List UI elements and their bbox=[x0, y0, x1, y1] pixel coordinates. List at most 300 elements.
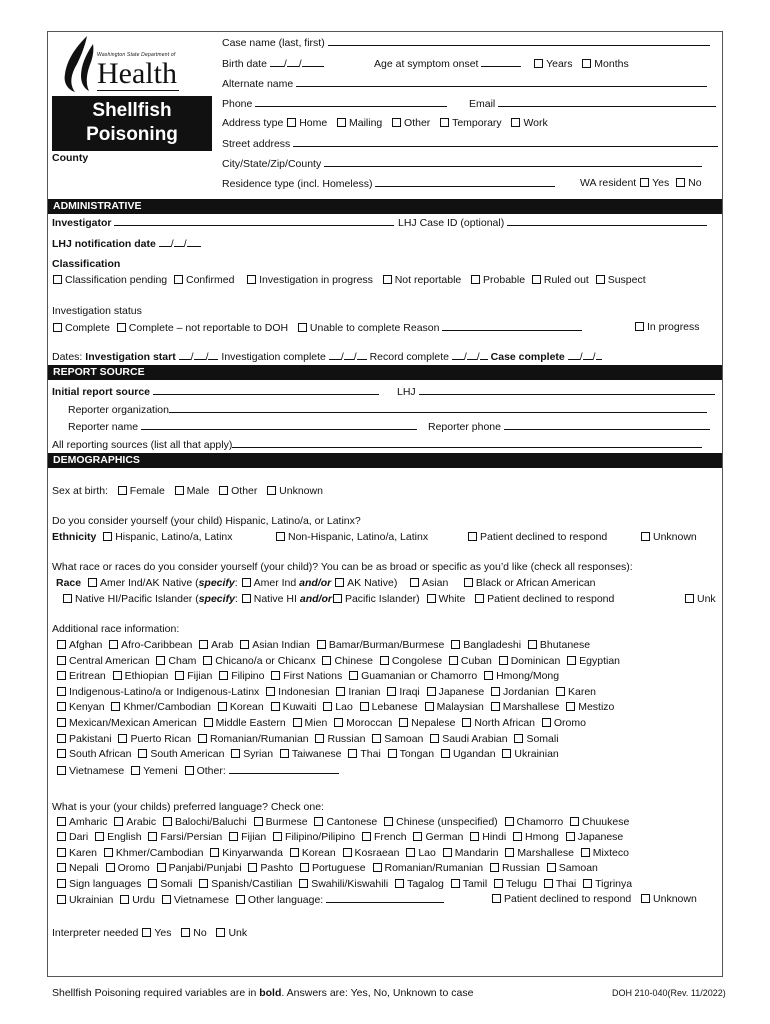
option-label: Chicano/a or Chicanx bbox=[215, 654, 316, 667]
sex-female-checkbox[interactable] bbox=[118, 486, 127, 495]
option-checkbox[interactable] bbox=[462, 718, 471, 727]
wa-resident-label: WA resident bbox=[580, 177, 637, 189]
option-label: Other language: bbox=[247, 894, 324, 906]
email-label: Email bbox=[469, 98, 496, 110]
eth-unknown-checkbox[interactable] bbox=[641, 532, 650, 541]
lhj-case-id-label: LHJ Case ID (optional) bbox=[398, 217, 505, 229]
option-label: Asian Indian bbox=[252, 639, 310, 651]
option-checkbox[interactable] bbox=[449, 656, 458, 665]
option-checkbox[interactable] bbox=[273, 832, 282, 841]
lang-declined-label: Patient declined to respond bbox=[504, 893, 632, 905]
phone-line[interactable] bbox=[255, 96, 447, 107]
notif-day-line[interactable] bbox=[174, 236, 184, 247]
option-checkbox[interactable] bbox=[380, 656, 389, 665]
investigator-line[interactable] bbox=[114, 215, 394, 226]
date-sep: / bbox=[592, 351, 596, 363]
addr-work-label: Work bbox=[523, 117, 548, 129]
street-line[interactable] bbox=[293, 136, 718, 147]
race-unk-label: Unk bbox=[697, 593, 716, 605]
option-checkbox[interactable] bbox=[111, 702, 120, 711]
addr-home-checkbox[interactable] bbox=[287, 118, 296, 127]
option-checkbox[interactable] bbox=[57, 687, 66, 696]
option-label: Egyptian bbox=[579, 654, 621, 667]
record-complete-month[interactable] bbox=[452, 349, 464, 360]
option-label: Iraqi bbox=[399, 685, 420, 698]
all-sources-field[interactable] bbox=[52, 437, 702, 452]
option-checkbox[interactable] bbox=[384, 817, 393, 826]
option-checkbox[interactable] bbox=[106, 863, 115, 872]
option-checkbox[interactable] bbox=[57, 718, 66, 727]
unable-reason-line[interactable] bbox=[442, 320, 582, 331]
option-checkbox[interactable] bbox=[204, 718, 213, 727]
option-checkbox[interactable] bbox=[280, 749, 289, 758]
option-checkbox[interactable] bbox=[271, 702, 280, 711]
option-checkbox[interactable] bbox=[266, 687, 275, 696]
footer-bold: bold bbox=[259, 987, 282, 999]
option-label: Tagalog bbox=[407, 877, 444, 890]
option-label: South African bbox=[69, 748, 132, 761]
option-checkbox[interactable] bbox=[395, 879, 404, 888]
option-checkbox[interactable] bbox=[120, 895, 129, 904]
option-checkbox[interactable] bbox=[322, 656, 331, 665]
option-checkbox[interactable] bbox=[156, 656, 165, 665]
option-label: Hmong bbox=[525, 831, 559, 844]
option-checkbox[interactable] bbox=[57, 640, 66, 649]
option-checkbox[interactable] bbox=[57, 671, 66, 680]
case-complete-month[interactable] bbox=[568, 349, 580, 360]
option-checkbox[interactable] bbox=[451, 640, 460, 649]
option-checkbox[interactable] bbox=[387, 687, 396, 696]
option-checkbox[interactable] bbox=[271, 671, 280, 680]
option-checkbox[interactable] bbox=[336, 687, 345, 696]
option-checkbox[interactable] bbox=[254, 817, 263, 826]
class-probable-checkbox[interactable] bbox=[471, 275, 480, 284]
sex-option-label: Male bbox=[186, 485, 210, 497]
interp-no-checkbox[interactable] bbox=[181, 928, 190, 937]
section-report-source: REPORT SOURCE bbox=[48, 365, 722, 380]
birth-day-line[interactable] bbox=[287, 56, 299, 67]
option-checkbox[interactable] bbox=[199, 640, 208, 649]
option-checkbox[interactable] bbox=[348, 749, 357, 758]
option-checkbox[interactable] bbox=[300, 863, 309, 872]
interp-option-label: Yes bbox=[154, 927, 172, 939]
option-checkbox[interactable] bbox=[57, 879, 66, 888]
wa-yes-checkbox[interactable] bbox=[640, 178, 649, 187]
status-unable-checkbox[interactable] bbox=[298, 323, 307, 332]
case-name-line[interactable] bbox=[328, 35, 710, 46]
option-checkbox[interactable] bbox=[349, 671, 358, 680]
other-line[interactable] bbox=[229, 763, 339, 774]
option-label: Bangladeshi bbox=[463, 639, 522, 651]
city-line[interactable] bbox=[324, 156, 702, 167]
option-checkbox[interactable] bbox=[57, 817, 66, 826]
age-onset-label: Age at symptom onset bbox=[374, 58, 479, 70]
option-checkbox[interactable] bbox=[362, 832, 371, 841]
option-label: Arabic bbox=[126, 816, 157, 828]
dates-row bbox=[52, 349, 602, 364]
andor-label: and/or bbox=[299, 577, 332, 589]
option-checkbox[interactable] bbox=[198, 734, 207, 743]
option-label: Mexican/Mexican American bbox=[69, 717, 197, 729]
street-label: Street address bbox=[222, 138, 291, 150]
lang-declined-checkbox[interactable] bbox=[492, 894, 501, 903]
option-checkbox[interactable] bbox=[491, 702, 500, 711]
status-complete-checkbox[interactable] bbox=[53, 323, 62, 332]
notif-month-line[interactable] bbox=[159, 236, 171, 247]
option-label: Bamar/Burman/Burmese bbox=[328, 639, 445, 651]
all-sources-line[interactable] bbox=[232, 437, 702, 448]
add-race-row bbox=[56, 716, 586, 730]
option-checkbox[interactable] bbox=[185, 766, 194, 775]
race-amer-ind-checkbox[interactable] bbox=[88, 578, 97, 587]
option-checkbox[interactable] bbox=[148, 879, 157, 888]
option-label: Nepalese bbox=[411, 717, 456, 729]
option-checkbox[interactable] bbox=[240, 640, 249, 649]
option-label: Ukrainian bbox=[69, 894, 114, 906]
record-complete-year[interactable] bbox=[480, 349, 488, 360]
option-checkbox[interactable] bbox=[399, 718, 408, 727]
colon: : bbox=[234, 593, 238, 605]
option-checkbox[interactable] bbox=[299, 879, 308, 888]
option-label: Syrian bbox=[243, 748, 274, 761]
reporter-phone-field[interactable] bbox=[428, 419, 710, 434]
eth-hispanic-checkbox[interactable] bbox=[103, 532, 112, 541]
option-checkbox[interactable] bbox=[581, 848, 590, 857]
inv-complete-day[interactable] bbox=[344, 349, 354, 360]
option-label: Mixteco bbox=[592, 846, 629, 859]
option-checkbox[interactable] bbox=[441, 749, 450, 758]
option-checkbox[interactable] bbox=[138, 749, 147, 758]
months-checkbox[interactable] bbox=[582, 59, 591, 68]
option-checkbox[interactable] bbox=[528, 640, 537, 649]
option-label: Vietnamese bbox=[69, 764, 125, 777]
date-sep: / bbox=[340, 351, 344, 363]
class-suspect-checkbox[interactable] bbox=[596, 275, 605, 284]
lang-list-row bbox=[56, 815, 629, 829]
option-checkbox[interactable] bbox=[210, 848, 219, 857]
age-onset-field[interactable] bbox=[374, 56, 629, 71]
option-checkbox[interactable] bbox=[556, 687, 565, 696]
option-checkbox[interactable] bbox=[248, 863, 257, 872]
email-field[interactable] bbox=[469, 96, 716, 111]
option-checkbox[interactable] bbox=[413, 832, 422, 841]
option-checkbox[interactable] bbox=[148, 832, 157, 841]
option-checkbox[interactable] bbox=[570, 817, 579, 826]
option-checkbox[interactable] bbox=[57, 848, 66, 857]
status-in-progress-checkbox[interactable] bbox=[635, 322, 644, 331]
language-question: What is your (your childs) preferred language? Check one: bbox=[52, 801, 324, 813]
logo-small-text: Washington State Department of bbox=[97, 52, 176, 58]
lhj-notification-field[interactable] bbox=[52, 236, 201, 251]
lang-declined-row bbox=[491, 892, 697, 906]
residence-field[interactable] bbox=[222, 176, 555, 191]
reporter-org-line[interactable] bbox=[169, 402, 707, 413]
colon: : bbox=[234, 577, 238, 589]
option-checkbox[interactable] bbox=[334, 718, 343, 727]
status-not-reportable-checkbox[interactable] bbox=[117, 323, 126, 332]
lhj-case-id-field[interactable] bbox=[398, 215, 707, 230]
inv-start-month[interactable] bbox=[179, 349, 191, 360]
investigator-field[interactable] bbox=[52, 215, 394, 230]
option-checkbox[interactable] bbox=[293, 718, 302, 727]
option-label: Middle Eastern bbox=[215, 717, 286, 729]
lhj-case-id-line[interactable] bbox=[507, 215, 707, 226]
option-checkbox[interactable] bbox=[199, 879, 208, 888]
option-checkbox[interactable] bbox=[218, 702, 227, 711]
option-checkbox[interactable] bbox=[443, 848, 452, 857]
option-checkbox[interactable] bbox=[388, 749, 397, 758]
race-ak-native-checkbox[interactable] bbox=[335, 578, 344, 587]
option-checkbox[interactable] bbox=[544, 879, 553, 888]
interp-unk-checkbox[interactable] bbox=[216, 928, 225, 937]
option-checkbox[interactable] bbox=[162, 895, 171, 904]
race-amer-ind-sub-label: Amer Ind bbox=[253, 577, 297, 589]
sex-row bbox=[52, 484, 323, 498]
option-checkbox[interactable] bbox=[95, 832, 104, 841]
race-asian-label: Asian bbox=[422, 577, 449, 589]
city-field[interactable] bbox=[222, 156, 702, 171]
birth-year-line[interactable] bbox=[302, 56, 324, 67]
addr-temporary-checkbox[interactable] bbox=[440, 118, 449, 127]
option-checkbox[interactable] bbox=[236, 895, 245, 904]
reporter-phone-line[interactable] bbox=[504, 419, 710, 430]
option-checkbox[interactable] bbox=[57, 702, 66, 711]
option-label: Cantonese bbox=[326, 816, 378, 828]
option-checkbox[interactable] bbox=[427, 687, 436, 696]
option-checkbox[interactable] bbox=[514, 734, 523, 743]
interp-yes-checkbox[interactable] bbox=[142, 928, 151, 937]
race-unk-checkbox[interactable] bbox=[685, 594, 694, 603]
class-in-progress-checkbox[interactable] bbox=[247, 275, 256, 284]
race-pacific-checkbox[interactable] bbox=[333, 594, 342, 603]
option-checkbox[interactable] bbox=[490, 863, 499, 872]
option-checkbox[interactable] bbox=[104, 848, 113, 857]
inv-start-year[interactable] bbox=[208, 349, 218, 360]
race-ak-native-label: AK Native) bbox=[347, 577, 398, 589]
record-complete-day[interactable] bbox=[467, 349, 477, 360]
residence-line[interactable] bbox=[375, 176, 555, 187]
flame-logo-icon bbox=[57, 34, 97, 94]
specify-label: specify bbox=[198, 593, 235, 605]
option-checkbox[interactable] bbox=[57, 734, 66, 743]
option-checkbox[interactable] bbox=[290, 848, 299, 857]
birth-date-field[interactable] bbox=[222, 56, 324, 71]
option-checkbox[interactable] bbox=[547, 863, 556, 872]
footer-post: . Answers are: Yes, No, Unknown to case bbox=[281, 987, 474, 999]
inv-complete-month[interactable] bbox=[329, 349, 341, 360]
sex-unknown-checkbox[interactable] bbox=[267, 486, 276, 495]
option-checkbox[interactable] bbox=[114, 817, 123, 826]
sex-male-checkbox[interactable] bbox=[175, 486, 184, 495]
notif-year-line[interactable] bbox=[187, 236, 201, 247]
option-checkbox[interactable] bbox=[163, 817, 172, 826]
class-confirmed-checkbox[interactable] bbox=[174, 275, 183, 284]
case-name-field[interactable] bbox=[222, 35, 710, 50]
title-line-1: Shellfish bbox=[92, 100, 172, 121]
county-label: County bbox=[52, 152, 89, 164]
option-label: Bhutanese bbox=[539, 639, 591, 651]
option-label: Mandarin bbox=[454, 846, 499, 859]
alternate-name-field[interactable] bbox=[222, 76, 707, 91]
street-field[interactable] bbox=[222, 136, 718, 151]
years-checkbox[interactable] bbox=[534, 59, 543, 68]
option-checkbox[interactable] bbox=[57, 766, 66, 775]
interpreter-label: Interpreter needed bbox=[52, 927, 139, 939]
option-label: Filipino bbox=[231, 670, 265, 683]
option-label: Cuban bbox=[460, 654, 492, 667]
race-unk bbox=[684, 592, 716, 606]
option-checkbox[interactable] bbox=[583, 879, 592, 888]
option-checkbox[interactable] bbox=[484, 671, 493, 680]
option-checkbox[interactable] bbox=[491, 687, 500, 696]
option-checkbox[interactable] bbox=[109, 640, 118, 649]
date-sep: / bbox=[353, 351, 357, 363]
option-checkbox[interactable] bbox=[451, 879, 460, 888]
addr-home-label: Home bbox=[299, 117, 328, 129]
option-checkbox[interactable] bbox=[57, 749, 66, 758]
option-label: Fijian bbox=[241, 831, 267, 844]
race-white-label: White bbox=[438, 593, 466, 605]
addr-work-checkbox[interactable] bbox=[511, 118, 520, 127]
option-checkbox[interactable] bbox=[513, 832, 522, 841]
option-checkbox[interactable] bbox=[373, 863, 382, 872]
reporter-org-field[interactable] bbox=[68, 402, 707, 417]
wa-no-checkbox[interactable] bbox=[676, 178, 685, 187]
inv-complete-year[interactable] bbox=[357, 349, 367, 360]
email-line[interactable] bbox=[498, 96, 716, 107]
race-pacific-label: Pacific Islander) bbox=[344, 593, 420, 605]
addr-other-checkbox[interactable] bbox=[392, 118, 401, 127]
option-label: English bbox=[107, 831, 142, 844]
option-label: Japanese bbox=[438, 685, 485, 698]
race-amer-ind-sub-checkbox[interactable] bbox=[242, 578, 251, 587]
race-white-checkbox[interactable] bbox=[427, 594, 436, 603]
reporter-name-line[interactable] bbox=[141, 419, 417, 430]
option-checkbox[interactable] bbox=[118, 734, 127, 743]
option-label: Tamil bbox=[462, 877, 488, 890]
reporter-name-field[interactable] bbox=[68, 419, 417, 434]
option-checkbox[interactable] bbox=[57, 832, 66, 841]
class-ruled-out-checkbox[interactable] bbox=[532, 275, 541, 284]
option-checkbox[interactable] bbox=[343, 848, 352, 857]
case-name-label: Case name (last, first) bbox=[222, 37, 325, 49]
option-checkbox[interactable] bbox=[323, 702, 332, 711]
case-complete-year[interactable] bbox=[596, 349, 602, 360]
race-black-checkbox[interactable] bbox=[464, 578, 473, 587]
lhj-line[interactable] bbox=[419, 384, 715, 395]
option-checkbox[interactable] bbox=[566, 832, 575, 841]
status-not-reportable-label: Complete – not reportable to DOH bbox=[128, 322, 289, 334]
alternate-name-line[interactable] bbox=[296, 76, 707, 87]
option-checkbox[interactable] bbox=[567, 656, 576, 665]
option-checkbox[interactable] bbox=[406, 848, 415, 857]
eth-declined-label: Patient declined to respond bbox=[480, 531, 608, 543]
specify-label: specify bbox=[198, 577, 235, 589]
option-label: Fijian bbox=[187, 670, 213, 683]
option-checkbox[interactable] bbox=[57, 863, 66, 872]
option-label: Hindi bbox=[482, 831, 507, 844]
option-checkbox[interactable] bbox=[219, 671, 228, 680]
race-declined-checkbox[interactable] bbox=[475, 594, 484, 603]
eth-non-hispanic-label: Non-Hispanic, Latino/a, Latinx bbox=[288, 531, 429, 543]
option-label: Tigrinya bbox=[595, 877, 633, 890]
initial-source-field[interactable] bbox=[52, 384, 379, 399]
option-checkbox[interactable] bbox=[372, 734, 381, 743]
class-pending-checkbox[interactable] bbox=[53, 275, 62, 284]
other-line[interactable] bbox=[326, 892, 444, 903]
eth-non-hispanic-checkbox[interactable] bbox=[276, 532, 285, 541]
race-row-1 bbox=[56, 576, 596, 590]
option-checkbox[interactable] bbox=[315, 734, 324, 743]
option-label: Marshallese bbox=[502, 701, 560, 714]
option-checkbox[interactable] bbox=[131, 766, 140, 775]
inv-start-day[interactable] bbox=[194, 349, 206, 360]
option-label: Romanian/Rumanian bbox=[384, 862, 484, 875]
case-complete-day[interactable] bbox=[583, 349, 593, 360]
option-checkbox[interactable] bbox=[494, 879, 503, 888]
option-checkbox[interactable] bbox=[113, 671, 122, 680]
option-checkbox[interactable] bbox=[470, 832, 479, 841]
option-checkbox[interactable] bbox=[314, 817, 323, 826]
option-checkbox[interactable] bbox=[175, 671, 184, 680]
inv-status-label: Investigation status bbox=[52, 305, 142, 317]
option-label: Saudi Arabian bbox=[442, 732, 508, 745]
phone-label: Phone bbox=[222, 98, 253, 110]
eth-declined-checkbox[interactable] bbox=[468, 532, 477, 541]
lang-list-row bbox=[56, 830, 623, 844]
phone-field[interactable] bbox=[222, 96, 447, 111]
option-checkbox[interactable] bbox=[360, 702, 369, 711]
lang-unknown-checkbox[interactable] bbox=[641, 894, 650, 903]
residence-label: Residence type (incl. Homeless) bbox=[222, 178, 373, 190]
option-checkbox[interactable] bbox=[317, 640, 326, 649]
option-checkbox[interactable] bbox=[57, 656, 66, 665]
option-checkbox[interactable] bbox=[430, 734, 439, 743]
eth-unknown-label: Unknown bbox=[653, 531, 697, 543]
option-checkbox[interactable] bbox=[425, 702, 434, 711]
option-checkbox[interactable] bbox=[231, 749, 240, 758]
option-checkbox[interactable] bbox=[203, 656, 212, 665]
interpreter-row bbox=[52, 926, 247, 940]
option-checkbox[interactable] bbox=[502, 749, 511, 758]
option-checkbox[interactable] bbox=[566, 702, 575, 711]
class-not-reportable-checkbox[interactable] bbox=[383, 275, 392, 284]
option-label: Dari bbox=[69, 831, 89, 844]
option-checkbox[interactable] bbox=[157, 863, 166, 872]
initial-source-line[interactable] bbox=[153, 384, 379, 395]
date-sep: / bbox=[190, 351, 194, 363]
option-checkbox[interactable] bbox=[542, 718, 551, 727]
race-asian-checkbox[interactable] bbox=[410, 578, 419, 587]
sex-other-checkbox[interactable] bbox=[219, 486, 228, 495]
interp-option-label: Unk bbox=[228, 927, 248, 939]
option-checkbox[interactable] bbox=[499, 656, 508, 665]
race-native-hi-checkbox[interactable] bbox=[242, 594, 251, 603]
date-sep: / bbox=[476, 351, 480, 363]
option-checkbox[interactable] bbox=[57, 895, 66, 904]
addr-mailing-checkbox[interactable] bbox=[337, 118, 346, 127]
option-checkbox[interactable] bbox=[505, 817, 514, 826]
andor-label: and/or bbox=[299, 593, 332, 605]
option-checkbox[interactable] bbox=[229, 832, 238, 841]
option-checkbox[interactable] bbox=[505, 848, 514, 857]
lhj-field[interactable] bbox=[397, 384, 715, 399]
age-onset-line[interactable] bbox=[481, 56, 521, 67]
race-nhpi-checkbox[interactable] bbox=[63, 594, 72, 603]
option-label: Khmer/Cambodian bbox=[123, 701, 212, 714]
address-type-field bbox=[222, 116, 548, 130]
birth-month-line[interactable] bbox=[270, 56, 284, 67]
